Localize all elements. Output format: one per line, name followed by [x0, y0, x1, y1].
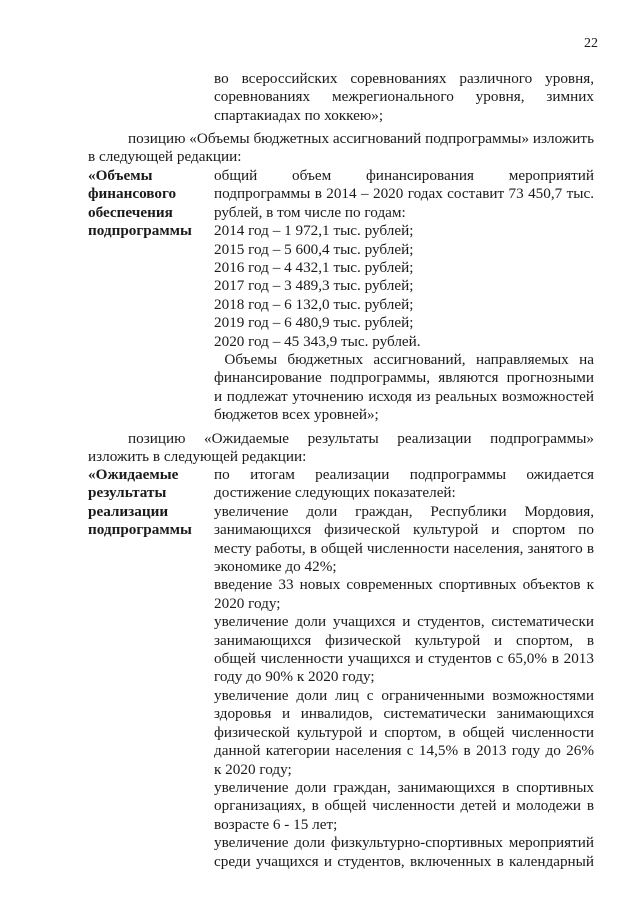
- text-line: увеличение доли лиц с ограниченными возможностями: [214, 686, 594, 704]
- text-line: 2020 году;: [214, 594, 281, 612]
- label-line: результаты: [88, 484, 167, 502]
- text-line: спартакиадах по хоккею»;: [214, 106, 384, 124]
- label-line: финансового: [88, 185, 177, 203]
- text-line: занимающихся физической культурой и спортом, в: [214, 631, 594, 649]
- text-line: подпрограммы в 2014 – 2020 годах составит 73 450,7 тыс.: [214, 185, 594, 203]
- text-line: увеличение доли физкультурно-спортивных мероприятий: [214, 834, 594, 852]
- text-line: финансирование подпрограммы, являются прогнозными: [214, 369, 594, 387]
- label-line: подпрограммы: [88, 521, 192, 539]
- text-line: общей численности учащихся и студентов с 65,0% в 2013: [214, 650, 594, 668]
- label-line: реализации: [88, 502, 169, 520]
- section2-label: [88, 466, 208, 540]
- text-line: увеличение доли учащихся и студентов, систематически: [214, 613, 594, 631]
- text-line: среди учащихся и студентов, включенных в календарный: [214, 852, 594, 870]
- text-line: бюджетов всех уровней»;: [214, 406, 379, 424]
- text-line: в следующей редакции:: [88, 148, 242, 166]
- funding-year-line: 2018 год – 6 132,0 тыс. рублей;: [214, 295, 414, 313]
- page-number: 22: [584, 36, 598, 51]
- text-line: к 2020 году;: [214, 760, 292, 778]
- text-line: занимающихся физической культурой и спортом по: [214, 521, 594, 539]
- intro-paragraph: [214, 70, 594, 125]
- label-line: «Объемы: [88, 167, 153, 184]
- text-line: и подлежат уточнению исходя из реальных возможностей: [214, 387, 594, 405]
- text-line: Объемы бюджетных ассигнований, направляемых на: [214, 351, 594, 369]
- label-line: подпрограммы: [88, 222, 192, 240]
- text-line: здоровья и инвалидов, систематически занимающихся: [214, 705, 594, 723]
- section1-content: [214, 167, 594, 425]
- text-line: достижение следующих показателей:: [214, 484, 456, 502]
- text-line: году до 90% к 2020 году;: [214, 668, 375, 686]
- section2-lead: [88, 430, 594, 467]
- text-line: по итогам реализации подпрограммы ожидается: [214, 466, 594, 483]
- text-line: рублей, в том числе по годам:: [214, 203, 406, 221]
- label-line: обеспечения: [88, 203, 173, 221]
- text-line: данной категории населения с 14,5% в 2013 году до 26%: [214, 742, 594, 760]
- text-line: позицию «Объемы бюджетных ассигнований подпрограммы» изложить: [128, 130, 594, 147]
- text-line: позицию «Ожидаемые результаты реализации подпрограммы»: [128, 430, 594, 447]
- text-line: увеличение доли граждан, занимающихся в спортивных: [214, 778, 594, 796]
- funding-year-line: 2014 год – 1 972,1 тыс. рублей;: [214, 222, 414, 240]
- section1-lead: [88, 130, 594, 167]
- label-line: «Ожидаемые: [88, 466, 179, 483]
- funding-year-line: 2016 год – 4 432,1 тыс. рублей;: [214, 259, 414, 277]
- text-line: организациях, в общей численности детей и молодежи в: [214, 797, 594, 815]
- funding-year-line: 2020 год – 45 343,9 тыс. рублей.: [214, 332, 421, 350]
- text-line: во всероссийских соревнованиях различного уровня,: [214, 70, 594, 87]
- text-line: экономике до 42%;: [214, 558, 337, 576]
- text-line: введение 33 новых современных спортивных объектов к: [214, 576, 594, 594]
- text-line: физической культурой и спортом, в общей численности: [214, 723, 594, 741]
- section2-content: [214, 466, 594, 871]
- funding-year-line: 2017 год – 3 489,3 тыс. рублей;: [214, 277, 414, 295]
- text-line: возрасте 6 - 15 лет;: [214, 815, 338, 833]
- text-line: соревнованиях межрегионального уровня, зимних: [214, 88, 594, 106]
- section1-label: [88, 167, 208, 241]
- text-line: месту работы, в общей численности населения, занятого в: [214, 539, 594, 557]
- text-line: увеличение доли граждан, Республики Мордовия,: [214, 502, 594, 520]
- text-line: общий объем финансирования мероприятий: [214, 167, 594, 184]
- funding-year-line: 2019 год – 6 480,9 тыс. рублей;: [214, 314, 414, 332]
- text-line: изложить в следующей редакции:: [88, 448, 307, 466]
- funding-year-line: 2015 год – 5 600,4 тыс. рублей;: [214, 240, 414, 258]
